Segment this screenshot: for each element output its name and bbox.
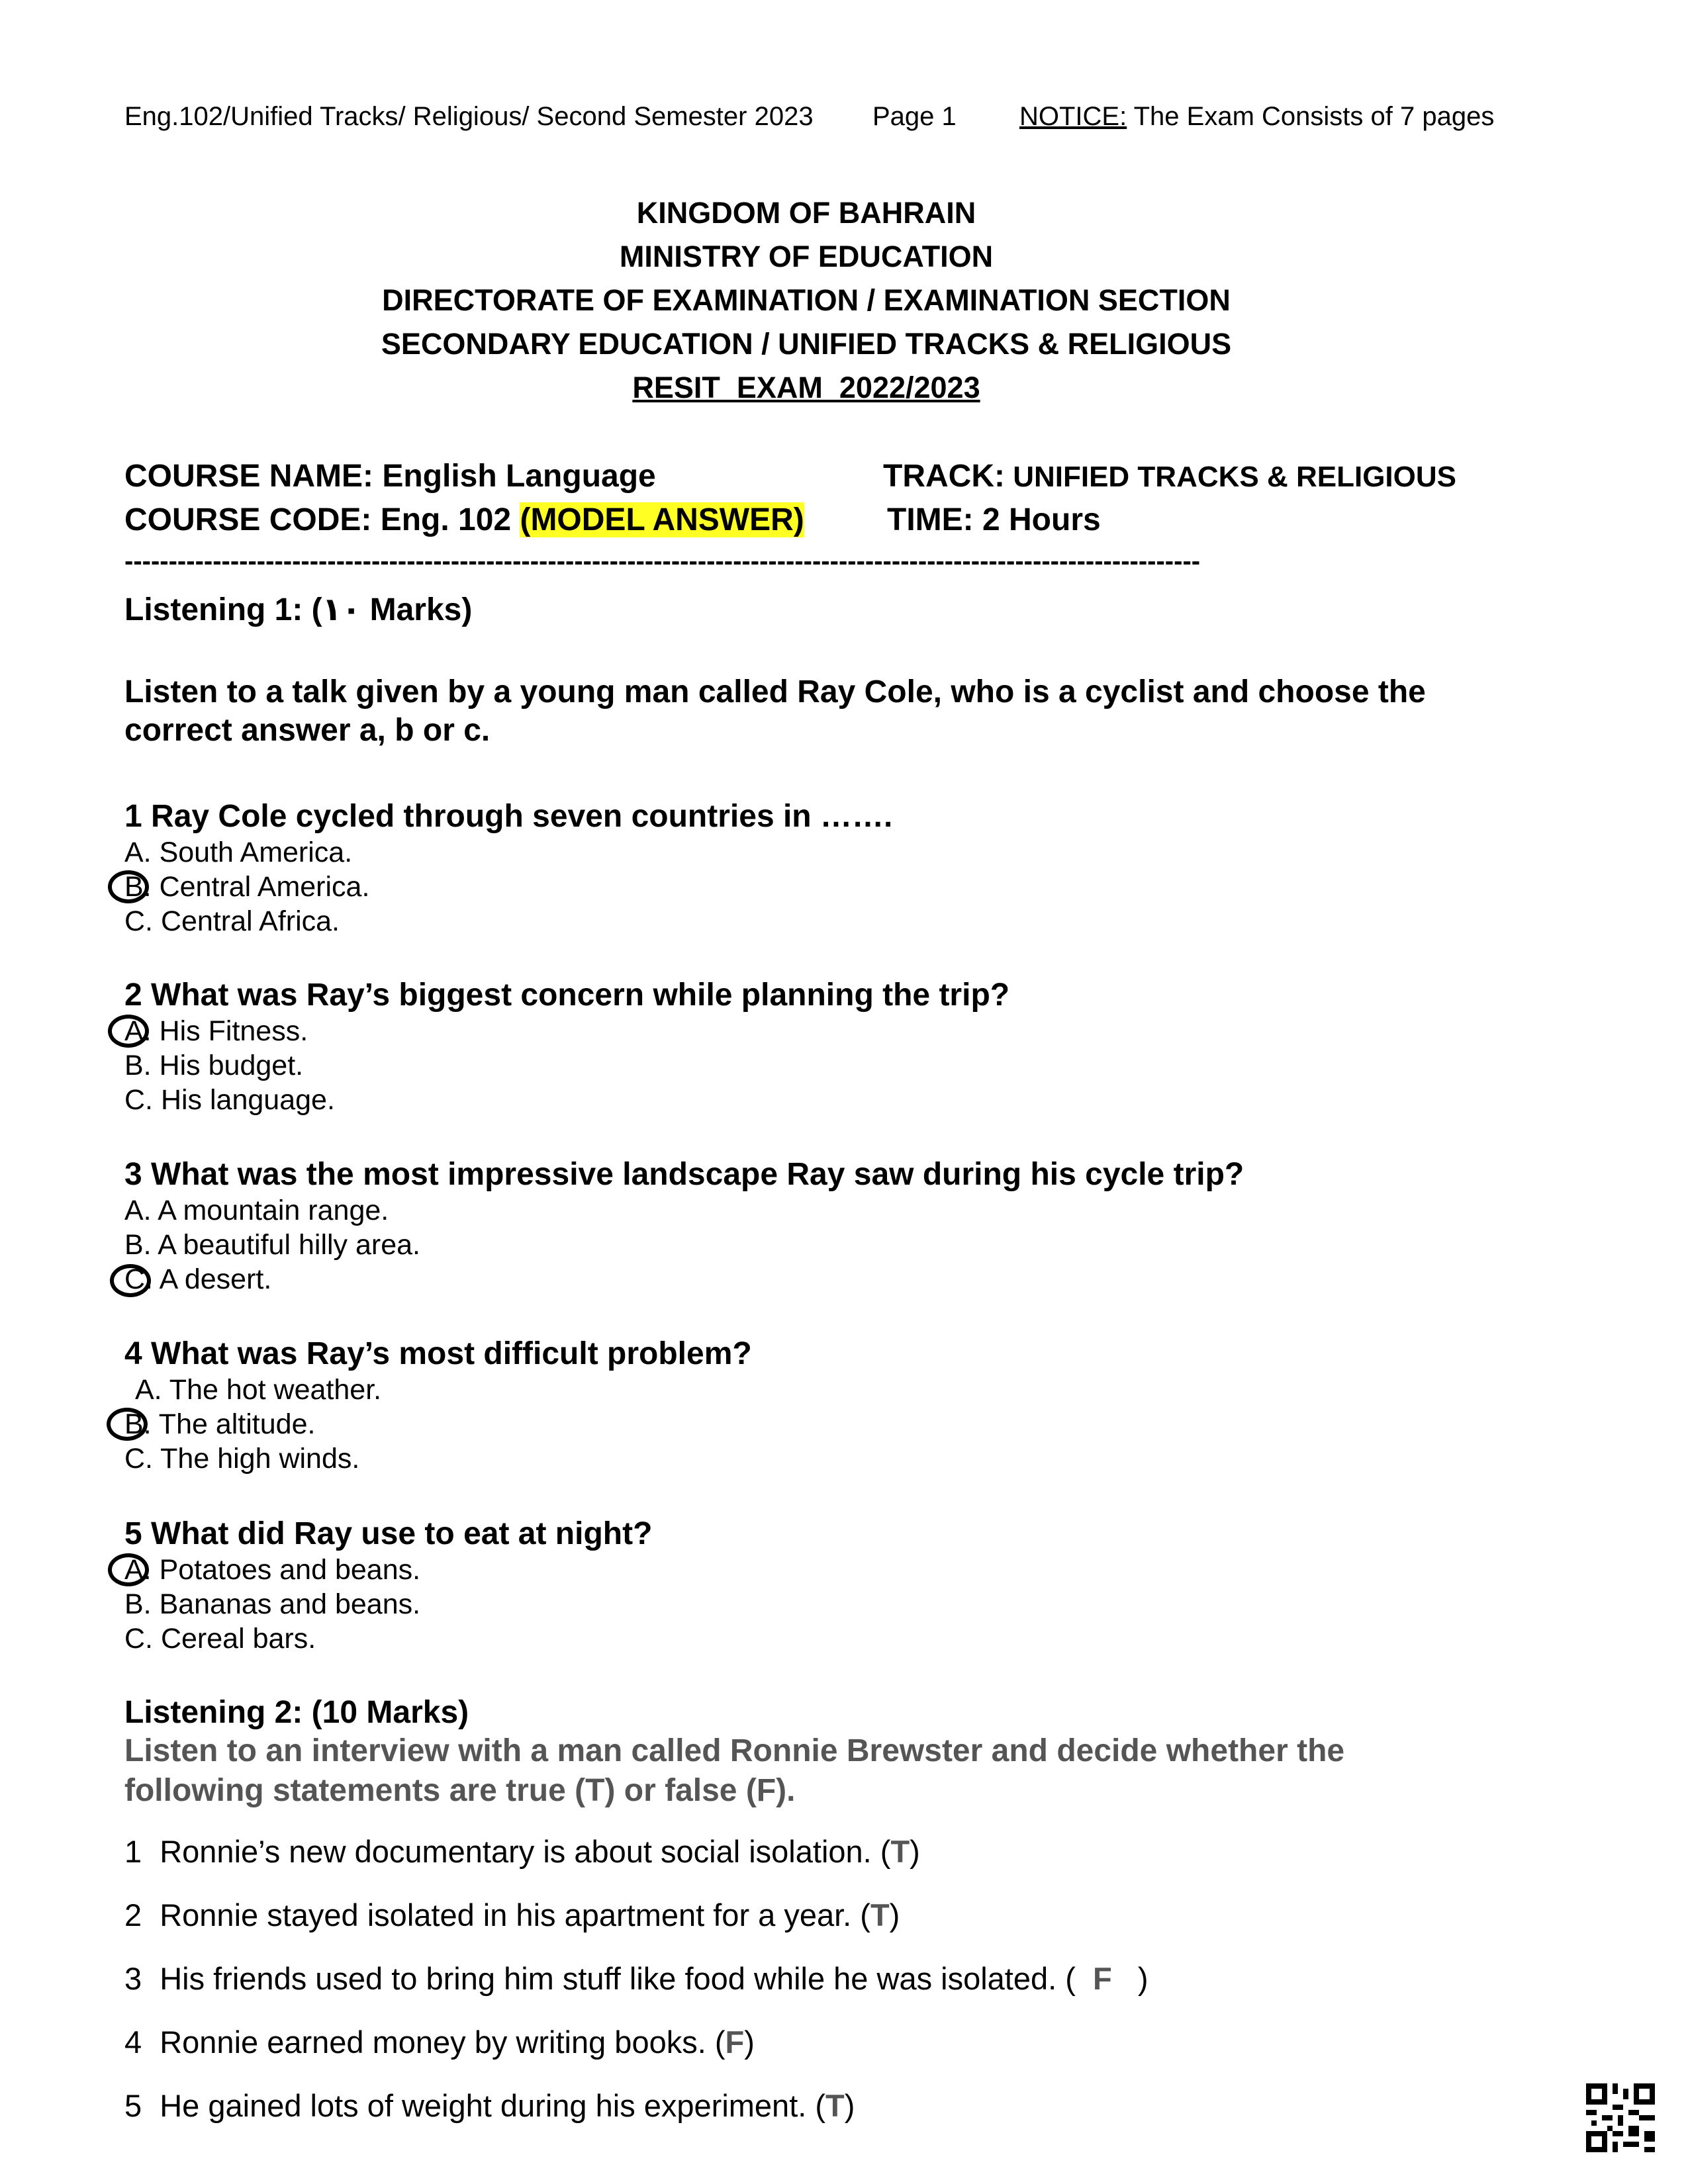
statement-5-close: ) bbox=[844, 2088, 855, 2123]
answer-circle-q2 bbox=[108, 1015, 149, 1048]
statement-2-answer: T bbox=[870, 1897, 890, 1933]
question-3-option-c: C. A desert. bbox=[124, 1263, 272, 1295]
course-time bbox=[887, 502, 1101, 538]
statement-2-text: Ronnie stayed isolated in his apartment for a year. ( bbox=[160, 1897, 870, 1933]
question-3-option-b: B. A beautiful hilly area. bbox=[124, 1229, 421, 1261]
header-notice bbox=[1019, 102, 1494, 132]
statement-2 bbox=[124, 1897, 900, 1933]
statement-5-number: 5 bbox=[124, 2088, 142, 2123]
question-3-option-a: A. A mountain range. bbox=[124, 1195, 389, 1226]
statement-3-close: ) bbox=[1111, 1961, 1149, 1996]
statement-3-text: His friends used to bring him stuff like food while he was isolated. ( bbox=[160, 1961, 1094, 1996]
question-2-option-b: B. His budget. bbox=[124, 1050, 304, 1081]
course-time-value: 2 Hours bbox=[973, 502, 1101, 537]
statement-3-number: 3 bbox=[124, 1961, 142, 1996]
header-course-line: Eng.102/Unified Tracks/ Religious/ Second Semester 2023 bbox=[124, 102, 814, 131]
listening2-heading: Listening 2: (10 Marks) bbox=[124, 1695, 469, 1730]
question-5: 5 What did Ray use to eat at night? bbox=[124, 1516, 653, 1551]
course-track bbox=[883, 458, 1456, 494]
question-5-option-a: A. Potatoes and beans. bbox=[124, 1554, 421, 1586]
statement-1-answer: T bbox=[890, 1834, 910, 1869]
course-code-value: Eng. 102 bbox=[371, 502, 520, 537]
statement-1-number: 1 bbox=[124, 1834, 142, 1869]
statement-4-number: 4 bbox=[124, 2025, 142, 2060]
title-secondary: SECONDARY EDUCATION / UNIFIED TRACKS & RELIGIOUS bbox=[381, 327, 1232, 361]
question-2-option-a: A. His Fitness. bbox=[124, 1015, 308, 1047]
listening1-instruction-line1: Listen to a talk given by a young man called Ray Cole, who is a cyclist and choose the bbox=[124, 674, 1426, 709]
listening1-instruction-line2: correct answer a, b or c. bbox=[124, 713, 491, 748]
model-answer-highlight: (MODEL ANSWER) bbox=[520, 502, 804, 537]
course-name bbox=[124, 458, 656, 494]
title-kingdom: KINGDOM OF BAHRAIN bbox=[636, 196, 976, 230]
statement-3-answer: F bbox=[1093, 1961, 1112, 1996]
course-code bbox=[124, 502, 804, 538]
divider-line: -------------------------------------------------------------------------------------------------------------------------- bbox=[124, 547, 1201, 576]
course-code-label: COURSE CODE: bbox=[124, 502, 372, 537]
listening2-instruction-line2: following statements are true (T) or false (F). bbox=[124, 1773, 796, 1808]
statement-1-text: Ronnie’s new documentary is about social isolation. ( bbox=[160, 1834, 891, 1869]
answer-circle-q1 bbox=[108, 870, 149, 903]
question-4-option-c: C. The high winds. bbox=[124, 1443, 360, 1475]
statement-2-number: 2 bbox=[124, 1897, 142, 1933]
statement-2-close: ) bbox=[889, 1897, 900, 1933]
statement-4-text: Ronnie earned money by writing books. ( bbox=[160, 2025, 726, 2060]
statement-4 bbox=[124, 2024, 755, 2060]
title-resit-exam: RESIT EXAM 2022/2023 bbox=[632, 371, 980, 404]
course-track-label: TRACK: bbox=[883, 459, 1005, 494]
title-directorate: DIRECTORATE OF EXAMINATION / EXAMINATION SECTION bbox=[382, 283, 1231, 317]
question-2: 2 What was Ray’s biggest concern while planning the trip? bbox=[124, 978, 1010, 1013]
statement-5-answer: T bbox=[825, 2088, 845, 2123]
question-5-option-c: C. Cereal bars. bbox=[124, 1623, 316, 1655]
header-page-number: Page 1 bbox=[872, 102, 957, 131]
question-1-option-a: A. South America. bbox=[124, 837, 353, 868]
notice-label: NOTICE: bbox=[1019, 102, 1127, 131]
statement-5-text: He gained lots of weight during his experiment. ( bbox=[160, 2088, 826, 2123]
question-2-option-c: C. His language. bbox=[124, 1084, 335, 1116]
statement-5 bbox=[124, 2087, 855, 2124]
question-1: 1 Ray Cole cycled through seven countries in ……. bbox=[124, 799, 893, 834]
notice-text: The Exam Consists of 7 pages bbox=[1127, 102, 1495, 131]
qr-code bbox=[1586, 2083, 1655, 2152]
title-ministry: MINISTRY OF EDUCATION bbox=[619, 240, 994, 273]
course-track-value: UNIFIED TRACKS & RELIGIOUS bbox=[1004, 461, 1456, 493]
question-4-option-b: B. The altitude. bbox=[124, 1408, 316, 1440]
listening1-heading: Listening 1: (١٠ Marks) bbox=[124, 592, 473, 627]
answer-circle-q3 bbox=[110, 1264, 151, 1297]
question-1-option-b: B. Central America. bbox=[124, 871, 370, 903]
statement-4-close: ) bbox=[744, 2025, 755, 2060]
question-4-option-a: A. The hot weather. bbox=[135, 1374, 382, 1406]
listening2-instruction-line1: Listen to an interview with a man called Ronnie Brewster and decide whether the bbox=[124, 1733, 1345, 1768]
question-3: 3 What was the most impressive landscape Ray saw during his cycle trip? bbox=[124, 1157, 1244, 1192]
statement-1 bbox=[124, 1833, 920, 1870]
statement-1-close: ) bbox=[910, 1834, 920, 1869]
answer-circle-q4 bbox=[107, 1408, 148, 1441]
answer-circle-q5 bbox=[108, 1553, 149, 1586]
question-1-option-c: C. Central Africa. bbox=[124, 905, 340, 937]
course-name-label: COURSE NAME: bbox=[124, 459, 374, 494]
course-time-label: TIME: bbox=[887, 502, 974, 537]
statement-4-answer: F bbox=[725, 2025, 745, 2060]
statement-3 bbox=[124, 1960, 1149, 1997]
question-5-option-b: B. Bananas and beans. bbox=[124, 1588, 421, 1620]
question-4: 4 What was Ray’s most difficult problem? bbox=[124, 1336, 752, 1371]
course-name-value: English Language bbox=[373, 459, 656, 494]
